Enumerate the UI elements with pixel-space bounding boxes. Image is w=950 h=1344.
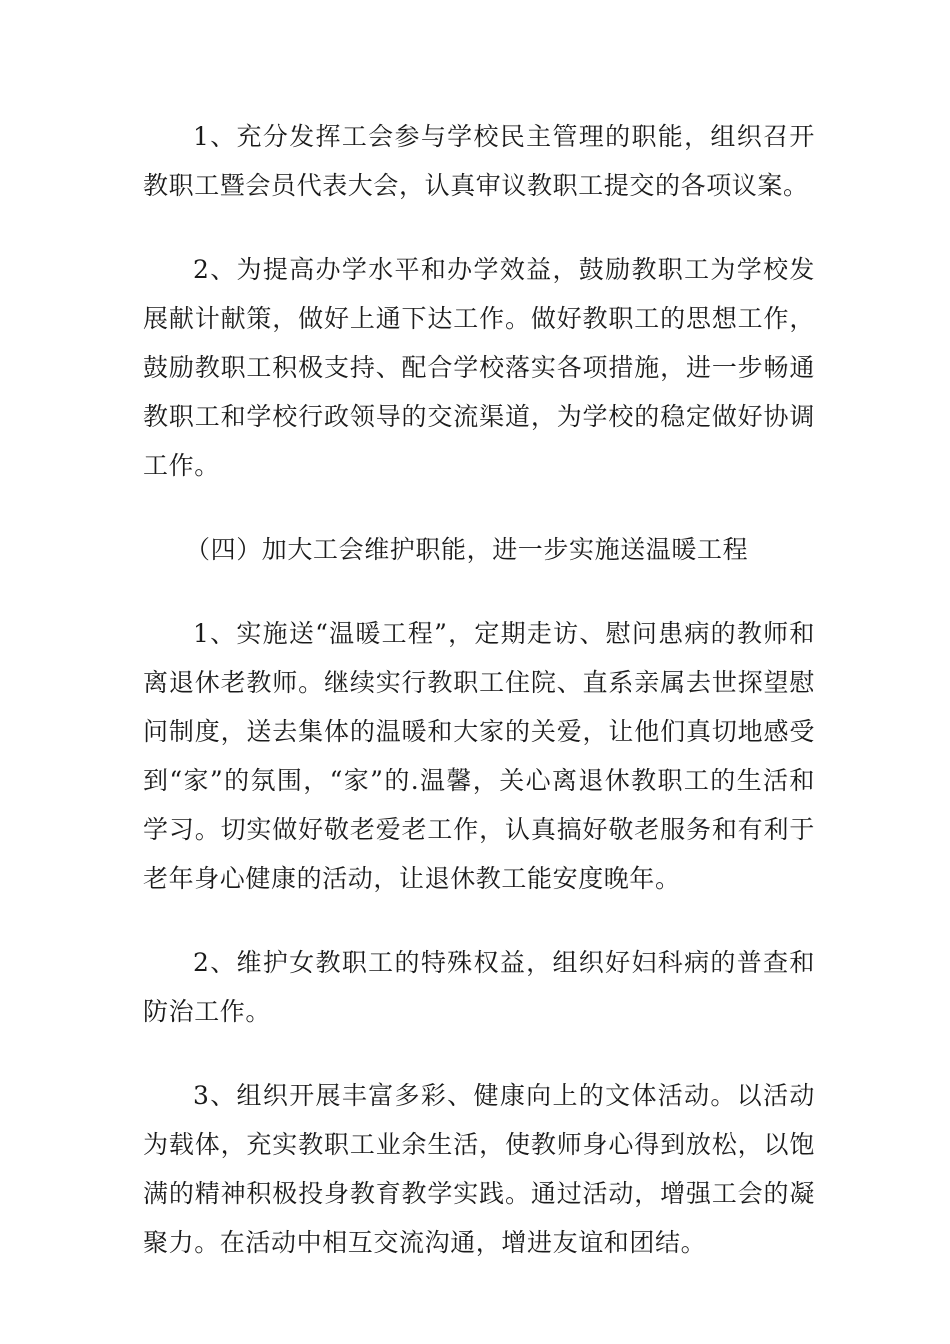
paragraph-4: 2、维护女教职工的特殊权益，组织好妇科病的普查和防治工作。 <box>143 948 815 1026</box>
paragraph-2: 2、为提高办学水平和办学效益，鼓励教职工为学校发展献计献策，做好上通下达工作。做好教职工的思想工作，鼓励教职工积极支持、配合学校落实各项措施，进一步畅通教职工和学校行政领导的交流渠道，为学校的稳定做好协调工作。 <box>143 255 815 480</box>
document-body <box>143 112 815 1302</box>
paragraph-1: 1、充分发挥工会参与学校民主管理的职能，组织召开教职工暨会员代表大会，认真审议教职工提交的各项议案。 <box>143 122 815 200</box>
section-heading: （四）加大工会维护职能，进一步实施送温暖工程 <box>185 535 749 564</box>
paragraph-5: 3、组织开展丰富多彩、健康向上的文体活动。以活动为载体，充实教职工业余生活，使教师身心得到放松，以饱满的精神积极投身教育教学实践。通过活动，增强工会的凝聚力。在活动中相互交流沟通，增进友谊和团结。 <box>143 1081 815 1257</box>
paragraph-3: 1、实施送“温暖工程”，定期走访、慰问患病的教师和离退休老教师。继续实行教职工住院、直系亲属去世探望慰问制度，送去集体的温暖和大家的关爱，让他们真切地感受到“家”的氛围，“家”的.温馨，关心离退休教职工的生活和学习。切实做好敬老爱老工作，认真搞好敬老服务和有利于老年身心健康的活动，让退休教工能安度晚年。 <box>143 619 815 893</box>
